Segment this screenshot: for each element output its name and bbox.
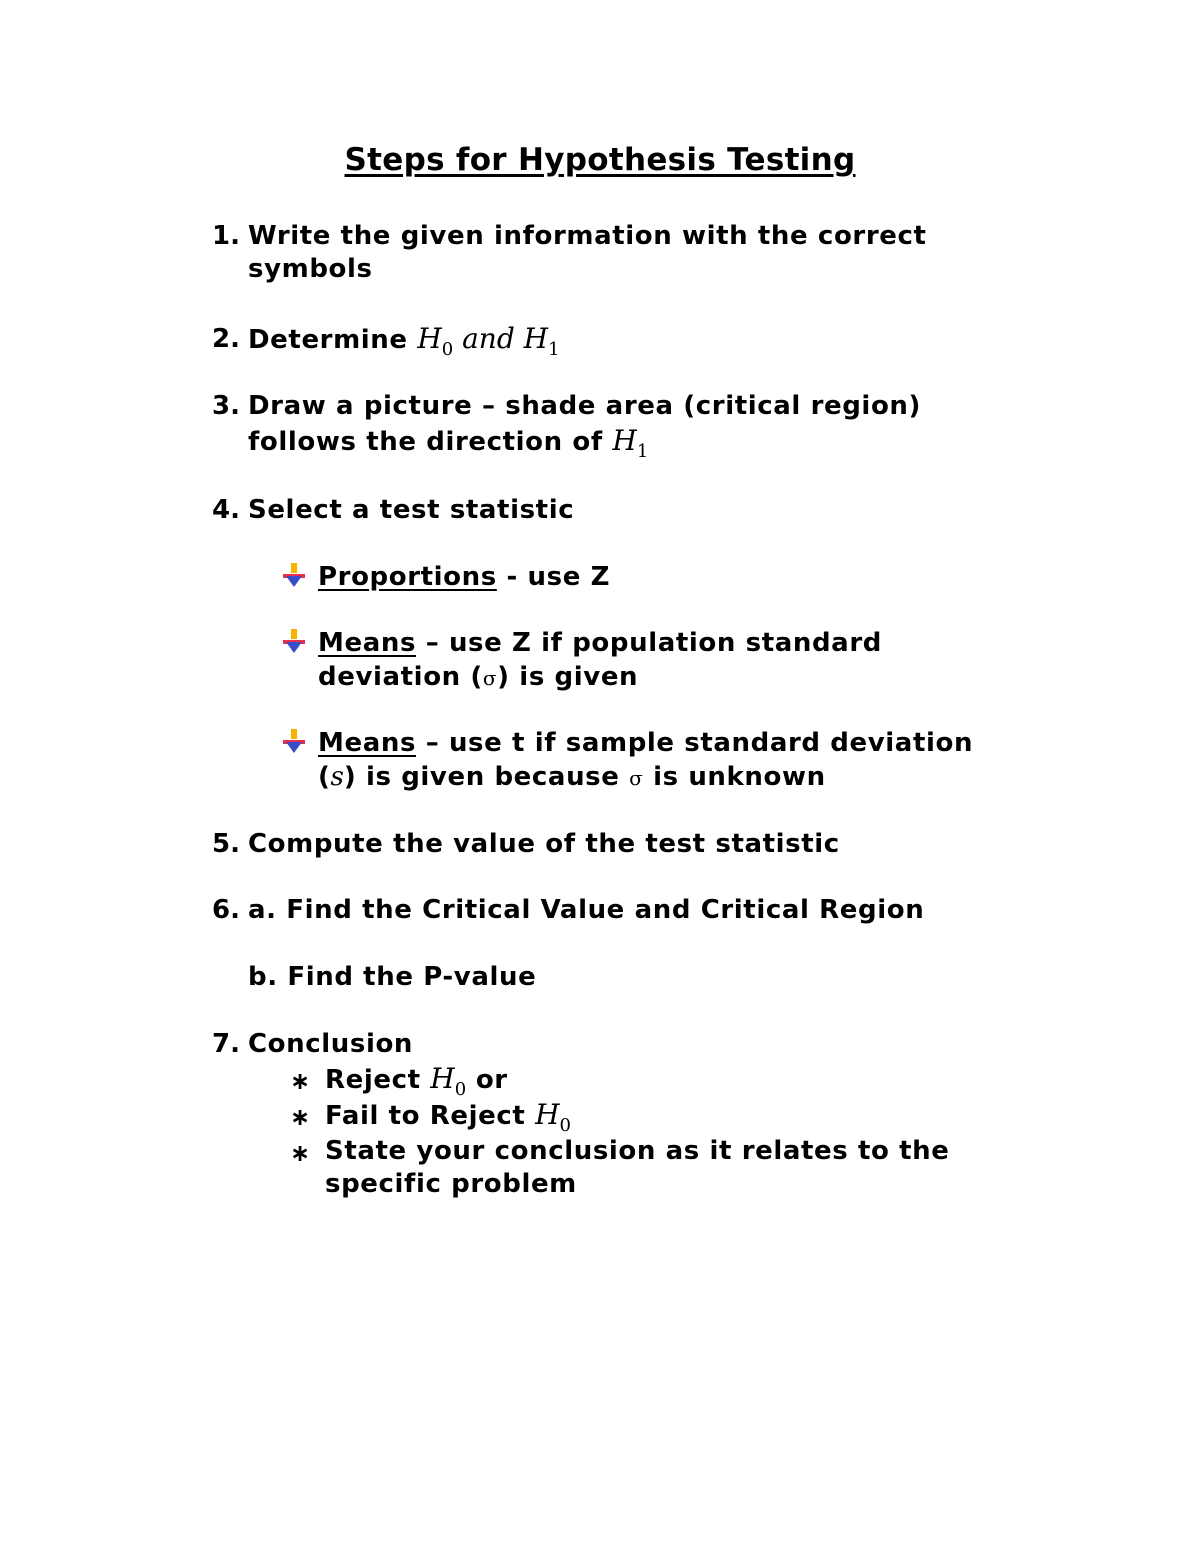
arrow-bullet-icon	[282, 562, 306, 588]
bullet-means-t: Means – use t if sample standard deviation	[318, 728, 974, 758]
step-5-number: 5.	[212, 829, 240, 859]
page-title: Steps for Hypothesis Testing	[344, 142, 856, 178]
h0-symbol: $H_0$ and $H_1$	[417, 322, 560, 360]
star-bullet-icon: ∗	[290, 1103, 311, 1131]
step-2-text	[248, 322, 560, 360]
step-6-number: 6.	[212, 895, 240, 925]
bullet-means-z: Means – use Z if population standard	[318, 628, 882, 658]
step-6a-text: a. Find the Critical Value and Critical Region	[248, 895, 925, 925]
step-6b-text: b. Find the P-value	[248, 962, 537, 992]
step-2-label: Determine	[248, 325, 418, 355]
step-3-number: 3.	[212, 391, 240, 421]
arrow-bullet-icon	[282, 628, 306, 654]
step-3-text: Draw a picture – shade area (critical region)	[248, 391, 922, 421]
conclusion-state-cont: specific problem	[325, 1169, 577, 1199]
step-3-text-cont: follows the direction of $H_1$	[248, 424, 649, 462]
h1-symbol: $H_1$	[612, 424, 649, 462]
arrow-bullet-icon	[282, 728, 306, 754]
step-2-number: 2.	[212, 324, 240, 354]
step-7-number: 7.	[212, 1029, 240, 1059]
step-7-text: Conclusion	[248, 1029, 414, 1059]
conclusion-state: State your conclusion as it relates to the	[325, 1136, 950, 1166]
bullet-means-z-cont: deviation (σ) is given	[318, 662, 639, 692]
star-bullet-icon: ∗	[290, 1139, 311, 1167]
conclusion-fail-to-reject: Fail to Reject $H_0$	[325, 1098, 571, 1136]
step-5-text: Compute the value of the test statistic	[248, 829, 840, 859]
step-4-text: Select a test statistic	[248, 495, 575, 525]
step-4-number: 4.	[212, 495, 240, 525]
bullet-means-t-cont: (s) is given because σ is unknown	[318, 762, 826, 792]
conclusion-reject: Reject $H_0$ or	[325, 1062, 508, 1100]
step-1-text-cont: symbols	[248, 254, 373, 284]
star-bullet-icon: ∗	[290, 1067, 311, 1095]
bullet-proportions: Proportions - use Z	[318, 562, 611, 592]
step-1-text: Write the given information with the correct	[248, 221, 927, 251]
step-1-number: 1.	[212, 221, 240, 251]
